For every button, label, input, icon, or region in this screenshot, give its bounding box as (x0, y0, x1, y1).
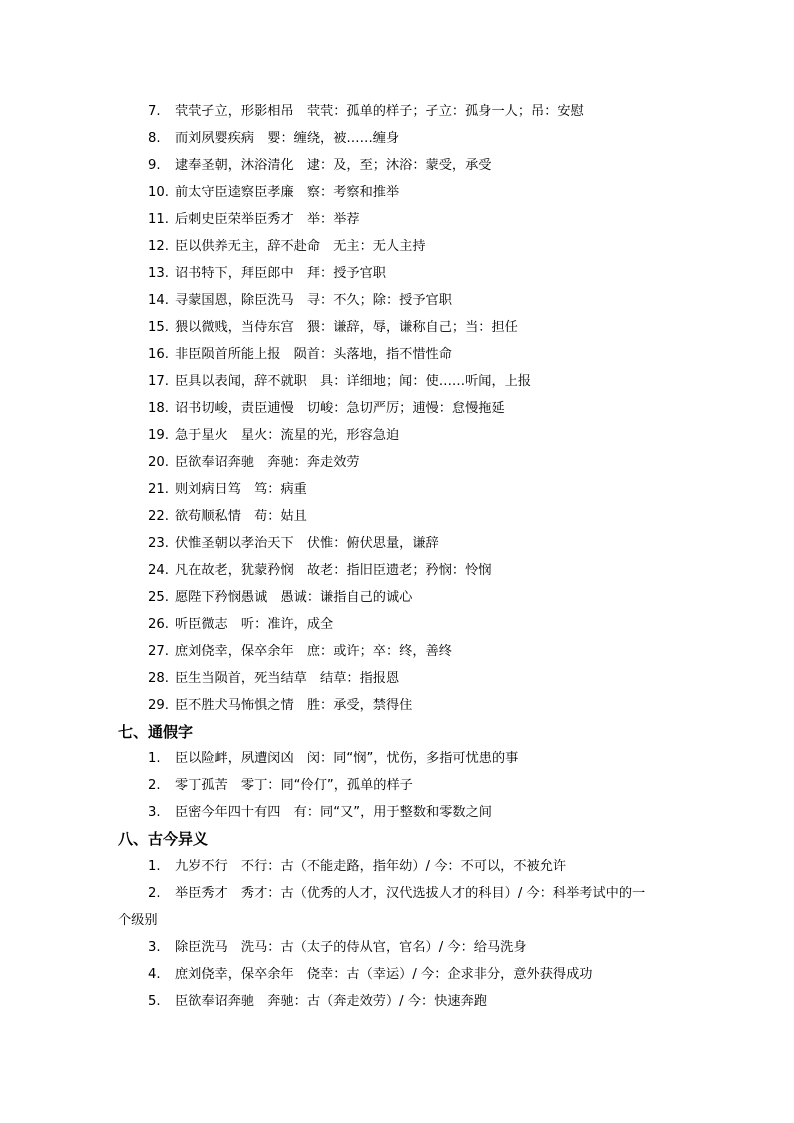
item-text: 则刘病日笃 笃：病重 (175, 482, 307, 497)
item-text: 臣欲奉诏奔驰 奔驰：古（奔走效劳）/ 今：快速奔跑 (175, 994, 487, 1009)
list-item (0, 530, 794, 557)
list-item (0, 125, 794, 152)
item-number: 26. (148, 617, 169, 632)
list-item (0, 799, 794, 826)
item-text: 愿陛下矜悯愚诚 愚诚：谦指自己的诚心 (175, 590, 413, 605)
list-item (0, 557, 794, 584)
item-number: 4. (148, 967, 161, 982)
list-item (0, 179, 794, 206)
list-item (0, 287, 794, 314)
item-text: 猥以微贱，当侍东宫 猥：谦辞，辱，谦称自己；当：担任 (175, 320, 518, 335)
item-text: 凡在故老，犹蒙矜悯 故老：指旧臣遗老；矜悯：怜悯 (175, 563, 492, 578)
item-number: 3. (148, 805, 161, 820)
item-text: 臣以险衅，夙遭闵凶 闵：同“悯”，忧伤，多指可忧患的事 (175, 751, 519, 766)
item-text: 诏书特下，拜臣郎中 拜：授予官职 (175, 266, 386, 281)
item-number: 20. (148, 455, 169, 470)
list-item (0, 341, 794, 368)
item-number: 13. (148, 266, 169, 281)
list-item (0, 638, 794, 665)
item-text: 伏惟圣朝以孝治天下 伏惟：俯伏思量，谦辞 (175, 536, 439, 551)
list-item (0, 206, 794, 233)
list-item (0, 476, 794, 503)
vocabulary-list (0, 98, 794, 719)
item-number: 19. (148, 428, 169, 443)
item-number: 2. (148, 778, 161, 793)
list-item (0, 961, 794, 988)
item-number: 27. (148, 644, 169, 659)
item-text: 庶刘侥幸，保卒余年 庶：或许；卒：终，善终 (175, 644, 452, 659)
item-text: 九岁不行 不行：古（不能走路，指年幼）/ 今：不可以，不被允许 (175, 859, 567, 874)
item-number: 5. (148, 994, 161, 1009)
item-number: 14. (148, 293, 169, 308)
item-number: 9. (148, 158, 161, 173)
item-text: 而刘夙婴疾病 婴：缠绕，被……缠身 (175, 131, 400, 146)
item-number: 2. (148, 886, 161, 901)
item-text: 臣欲奉诏奔驰 奔驰：奔走效劳 (175, 455, 360, 470)
item-number: 18. (148, 401, 169, 416)
item-number: 11. (148, 212, 169, 227)
item-number: 24. (148, 563, 169, 578)
item-number: 25. (148, 590, 169, 605)
list-item (0, 772, 794, 799)
item-text: 非臣陨首所能上报 陨首：头落地，指不惜性命 (175, 347, 452, 362)
item-text: 臣以供养无主，辞不赴命 无主：无人主持 (175, 239, 426, 254)
item-number: 28. (148, 671, 169, 686)
list-item (0, 368, 794, 395)
item-text: 茕茕孑立，形影相吊 茕茕：孤单的样子；孑立：孤身一人；吊：安慰 (175, 104, 584, 119)
item-text: 臣生当陨首，死当结草 结草：指报恩 (175, 671, 400, 686)
list-item (0, 745, 794, 772)
list-item (0, 152, 794, 179)
list-item (0, 692, 794, 719)
item-number: 21. (148, 482, 169, 497)
item-text: 前太守臣逵察臣孝廉 察：考察和推举 (175, 185, 400, 200)
item-number: 29. (148, 698, 169, 713)
list-item (0, 395, 794, 422)
section-heading-gujinyiyi: 八、古今异义 (118, 830, 209, 848)
item-number: 22. (148, 509, 169, 524)
list-item (0, 314, 794, 341)
list-item (0, 449, 794, 476)
item-number: 12. (148, 239, 169, 254)
list-item (0, 422, 794, 449)
item-number: 15. (148, 320, 169, 335)
list-item (0, 260, 794, 287)
list-item (0, 665, 794, 692)
item-number: 17. (148, 374, 169, 389)
item-number: 7. (148, 104, 161, 119)
item-text: 听臣微志 听：准许，成全 (175, 617, 334, 632)
item-text: 举臣秀才 秀才：古（优秀的人才，汉代选拔人才的科目）/ 今：科举考试中的一 (175, 886, 646, 901)
item-text: 后刺史臣荣举臣秀才 举：举荐 (175, 212, 360, 227)
item-text: 急于星火 星火：流星的光，形容急迫 (175, 428, 400, 443)
item-text: 臣具以表闻，辞不就职 具：详细地；闻：使……听闻，上报 (175, 374, 532, 389)
item-number: 3. (148, 940, 161, 955)
gujinyiyi-list (0, 853, 794, 1015)
item-text: 除臣洗马 洗马：古（太子的侍从官，官名）/ 今：给马洗身 (175, 940, 527, 955)
item-number: 16. (148, 347, 169, 362)
item-text-continuation: 个级别 (118, 913, 158, 928)
item-text: 诏书切峻，责臣逋慢 切峻：急切严厉；逋慢：怠慢拖延 (175, 401, 505, 416)
list-item (0, 584, 794, 611)
item-text: 欲苟顺私情 苟：姑且 (175, 509, 307, 524)
list-item (0, 934, 794, 961)
item-text: 逮奉圣朝，沐浴清化 逮：及，至；沐浴：蒙受，承受 (175, 158, 492, 173)
item-text: 臣密今年四十有四 有：同“又”，用于整数和零数之间 (175, 805, 492, 820)
section-heading-tongjiazi: 七、通假字 (118, 723, 194, 741)
list-item (0, 503, 794, 530)
list-item (0, 853, 794, 880)
item-number: 23. (148, 536, 169, 551)
list-item (0, 611, 794, 638)
item-number: 1. (148, 751, 161, 766)
list-item (0, 98, 794, 125)
item-text: 臣不胜犬马怖惧之情 胜：承受，禁得住 (175, 698, 413, 713)
tongjiazi-list (0, 745, 794, 826)
item-number: 10. (148, 185, 169, 200)
item-text: 零丁孤苦 零丁：同“伶仃”，孤单的样子 (175, 778, 413, 793)
item-number: 1. (148, 859, 161, 874)
list-item (0, 233, 794, 260)
item-text: 庶刘侥幸，保卒余年 侥幸：古（幸运）/ 今：企求非分，意外获得成功 (175, 967, 593, 982)
list-item (0, 880, 794, 934)
item-number: 8. (148, 131, 161, 146)
item-text: 寻蒙国恩，除臣洗马 寻：不久；除：授予官职 (175, 293, 452, 308)
list-item (0, 988, 794, 1015)
